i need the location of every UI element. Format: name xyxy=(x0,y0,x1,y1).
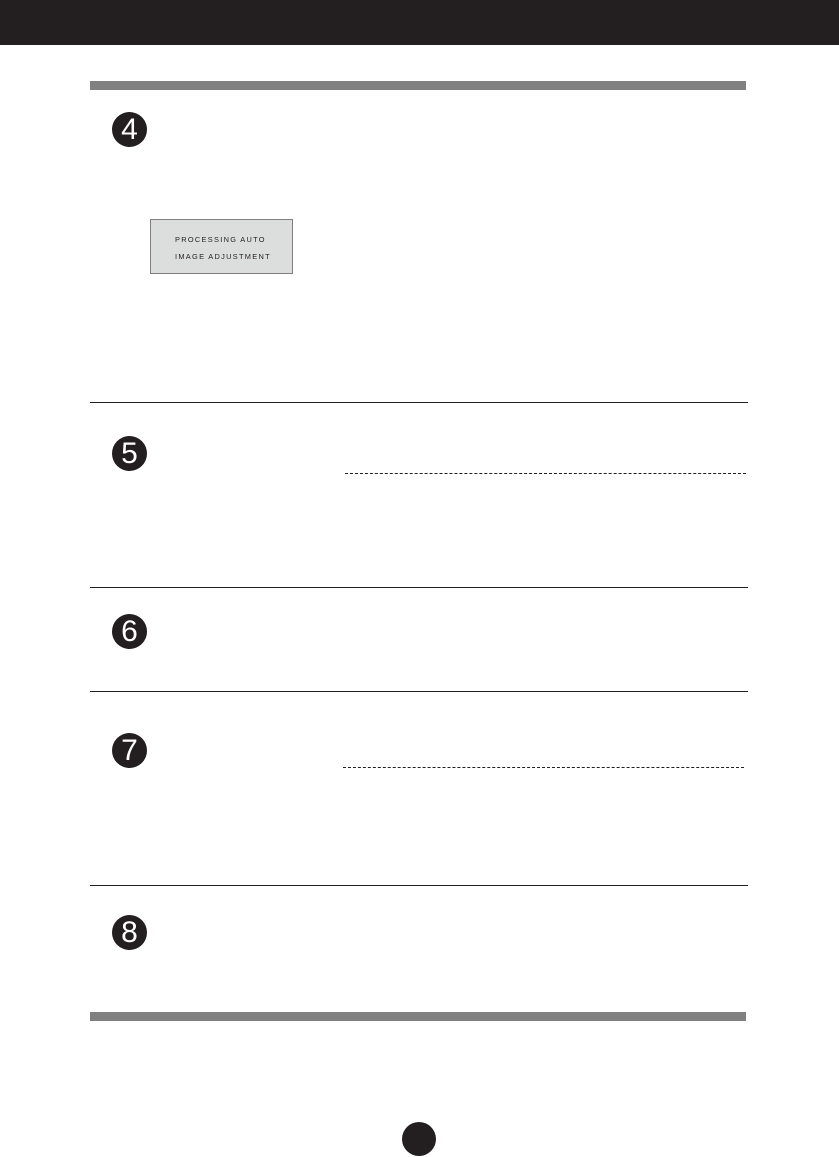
step-8-number-badge: 8 xyxy=(112,915,147,950)
dotted-leader-line xyxy=(343,767,744,768)
step-7-number-badge: 7 xyxy=(112,733,147,768)
step-divider xyxy=(90,691,748,692)
step-6-number-badge: 6 xyxy=(112,614,147,649)
osd-message-line-2: IMAGE ADJUSTMENT xyxy=(175,252,271,261)
step-5-number-badge: 5 xyxy=(112,436,147,471)
step-divider xyxy=(90,587,748,588)
page-number-dot xyxy=(402,1122,436,1156)
osd-message-box xyxy=(150,219,293,274)
osd-message-line-1: PROCESSING AUTO xyxy=(175,235,266,244)
section-bottom-rule xyxy=(90,1012,746,1021)
section-top-rule xyxy=(90,81,746,90)
step-divider xyxy=(90,402,748,403)
step-4-number-badge: 4 xyxy=(112,112,147,147)
header-bar xyxy=(0,0,839,45)
dotted-leader-line xyxy=(345,473,746,474)
step-divider xyxy=(90,885,748,886)
